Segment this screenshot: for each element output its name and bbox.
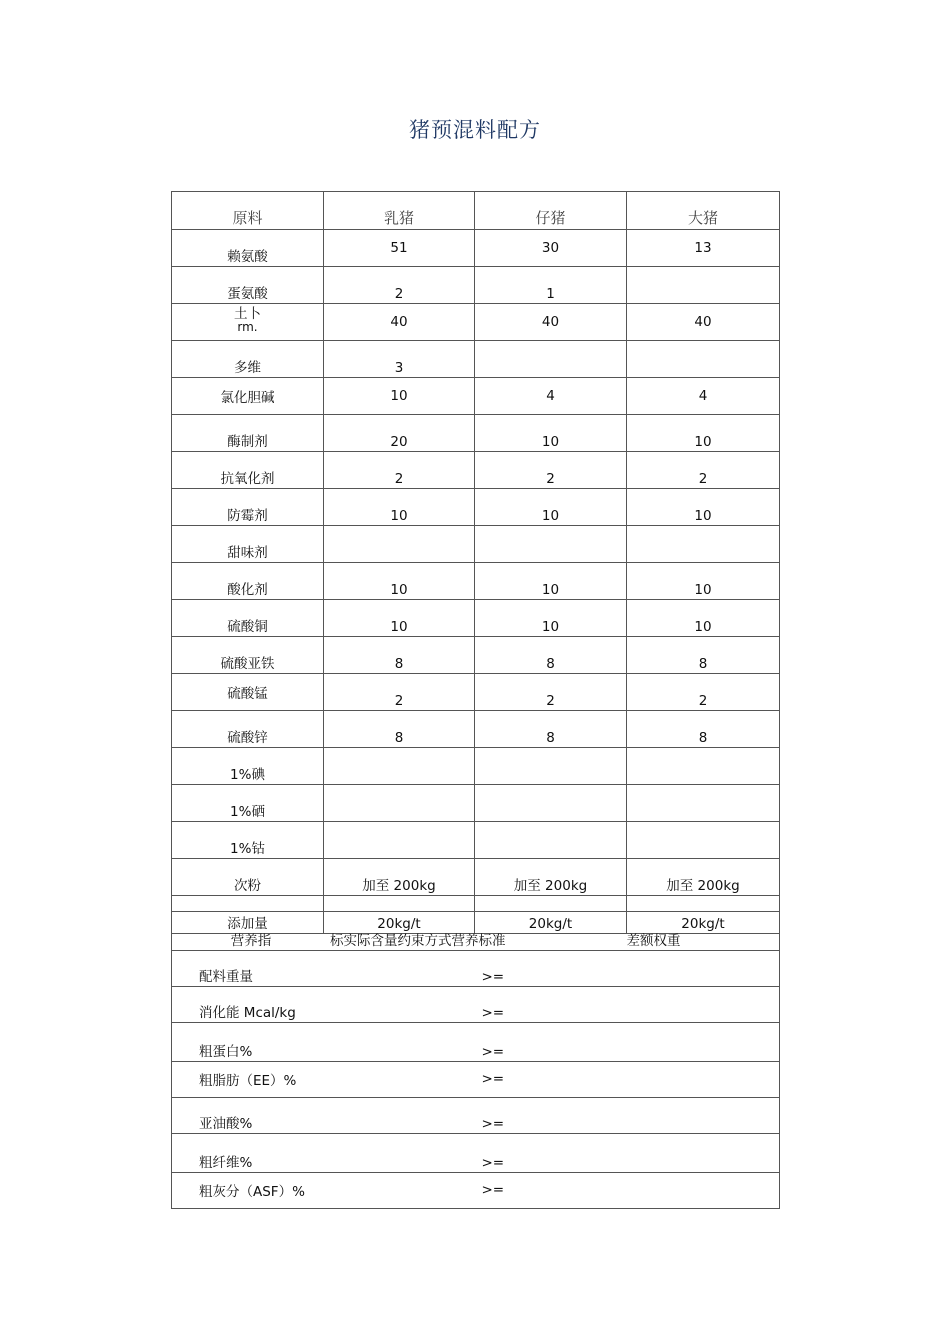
- ingredient-name: 1%碘: [172, 748, 324, 785]
- nutrition-header-columns: 标实际含量约束方式营养标准: [330, 933, 506, 949]
- value-cell: [324, 785, 475, 822]
- value-cell: 8: [324, 711, 475, 748]
- value-cell: [627, 526, 780, 563]
- value-cell: 40: [324, 304, 475, 341]
- value-cell: 4: [627, 378, 780, 415]
- nutrition-constraint: >=: [482, 1098, 627, 1134]
- table-row: [172, 859, 780, 896]
- value-cell: [475, 526, 627, 563]
- header-piglet: 仔猪: [475, 192, 627, 230]
- value-cell: 40: [627, 304, 780, 341]
- nutrition-name: 粗纤维%: [172, 1134, 482, 1173]
- value-cell: 20: [324, 415, 475, 452]
- nutrition-weight: [627, 1173, 780, 1209]
- nutrition-constraint: >=: [482, 987, 627, 1023]
- value-cell: 10: [475, 489, 627, 526]
- nutrition-name: 亚油酸%: [172, 1098, 482, 1134]
- nutrition-row: [172, 1062, 780, 1098]
- value-cell: 10: [324, 378, 475, 415]
- table-row: [172, 563, 780, 600]
- table-row: [172, 452, 780, 489]
- nutrition-name: 粗蛋白%: [172, 1023, 482, 1062]
- nutrition-header-row: [172, 912, 780, 951]
- value-cell: [475, 785, 627, 822]
- value-cell: 2: [475, 674, 627, 711]
- ingredient-name: 甜味剂: [172, 526, 324, 563]
- value-cell: 2: [324, 674, 475, 711]
- value-cell: 1: [475, 267, 627, 304]
- table-row: [172, 711, 780, 748]
- nutrition-header-cell: [172, 912, 627, 951]
- value-cell: 8: [475, 637, 627, 674]
- ingredient-name: 氯化胆碱: [172, 378, 324, 415]
- table-row: [172, 600, 780, 637]
- value-cell: [475, 341, 627, 378]
- nutrition-constraint: >=: [482, 1134, 627, 1173]
- value-cell: 2: [627, 452, 780, 489]
- value-cell: 51: [324, 230, 475, 267]
- ingredient-name: 多维: [172, 341, 324, 378]
- value-cell: 10: [627, 415, 780, 452]
- value-cell: 20kg/t: [324, 896, 475, 934]
- value-cell: 2: [475, 452, 627, 489]
- ingredient-name: 1%钴: [172, 822, 324, 859]
- nutrition-constraint: >=: [482, 1173, 627, 1209]
- ingredient-name: 酸化剂: [172, 563, 324, 600]
- value-cell: [324, 822, 475, 859]
- value-cell: 10: [627, 489, 780, 526]
- value-cell: 30: [475, 230, 627, 267]
- nutrition-header-indicator: 营养指: [230, 933, 272, 949]
- ingredient-name: 酶制剂: [172, 415, 324, 452]
- nutrition-weight: [627, 1023, 780, 1062]
- table-row: [172, 378, 780, 415]
- nutrition-constraint: >=: [482, 951, 627, 987]
- ingredient-name: 硫酸铜: [172, 600, 324, 637]
- value-cell: 8: [475, 711, 627, 748]
- nutrition-row: [172, 1134, 780, 1173]
- value-cell: 3: [324, 341, 475, 378]
- table-row: [172, 748, 780, 785]
- value-cell: 40: [475, 304, 627, 341]
- nutrition-name: 粗灰分（ASF）%: [172, 1173, 482, 1209]
- ingredient-name-bottom: rm.: [237, 320, 258, 334]
- nutrition-weight: [627, 1062, 780, 1098]
- table-row: [172, 637, 780, 674]
- nutrition-weight: [627, 1134, 780, 1173]
- value-cell: 8: [627, 637, 780, 674]
- value-cell: [475, 822, 627, 859]
- value-cell: 10: [627, 563, 780, 600]
- nutrition-row: [172, 1098, 780, 1134]
- nutrition-row: [172, 1173, 780, 1209]
- value-cell: [627, 267, 780, 304]
- value-cell: [627, 822, 780, 859]
- value-cell: 8: [627, 711, 780, 748]
- value-cell: [475, 748, 627, 785]
- ingredient-name: 次粉: [172, 859, 324, 896]
- nutrition-weight: [627, 951, 780, 987]
- ingredient-name: 1%硒: [172, 785, 324, 822]
- value-cell: 10: [324, 600, 475, 637]
- value-cell: 2: [627, 674, 780, 711]
- value-cell: 10: [475, 600, 627, 637]
- table-row: [172, 415, 780, 452]
- value-cell: 10: [324, 489, 475, 526]
- table-row: [172, 489, 780, 526]
- nutrition-row: [172, 987, 780, 1023]
- table-row: [172, 304, 780, 341]
- value-cell: [324, 748, 475, 785]
- value-cell: 20kg/t: [627, 896, 780, 934]
- nutrition-name: 配料重量: [172, 951, 482, 987]
- value-cell: 10: [324, 563, 475, 600]
- ingredient-name-top: 土卜: [234, 306, 261, 322]
- table-row: [172, 785, 780, 822]
- value-cell: 加至 200kg: [324, 859, 475, 896]
- value-cell: [627, 785, 780, 822]
- nutrition-row: [172, 951, 780, 987]
- value-cell: 20kg/t: [475, 896, 627, 934]
- value-cell: 4: [475, 378, 627, 415]
- ingredient-name: 蛋氨酸: [172, 267, 324, 304]
- value-cell: 13: [627, 230, 780, 267]
- table-row: [172, 526, 780, 563]
- nutrition-weight: [627, 1098, 780, 1134]
- ingredient-name: 硫酸亚铁: [172, 637, 324, 674]
- table-row: [172, 822, 780, 859]
- nutrition-constraint: >=: [482, 1023, 627, 1062]
- table-row: [172, 230, 780, 267]
- value-cell: 8: [324, 637, 475, 674]
- nutrition-weight: [627, 987, 780, 1023]
- header-ingredient: 原料: [172, 192, 324, 230]
- value-cell: 加至 200kg: [475, 859, 627, 896]
- table-header-row: [172, 192, 780, 230]
- value-cell: 2: [324, 452, 475, 489]
- value-cell: [627, 341, 780, 378]
- table-row: [172, 267, 780, 304]
- ingredient-name: 防霉剂: [172, 489, 324, 526]
- page-title: 猪预混料配方: [409, 118, 541, 142]
- nutrition-constraint: >=: [482, 1062, 627, 1098]
- header-suckling-pig: 乳猪: [324, 192, 475, 230]
- ingredient-name: 抗氧化剂: [172, 452, 324, 489]
- value-cell: 2: [324, 267, 475, 304]
- ingredient-name: 硫酸锰: [172, 674, 324, 711]
- premix-formula-table: [171, 191, 780, 934]
- nutrition-name: 消化能 Mcal/kg: [172, 987, 482, 1023]
- value-cell: 10: [475, 415, 627, 452]
- value-cell: 10: [475, 563, 627, 600]
- ingredient-name: 硫酸锌: [172, 711, 324, 748]
- value-cell: [627, 748, 780, 785]
- nutrition-table: [171, 911, 780, 1209]
- value-cell: [324, 526, 475, 563]
- nutrition-name: 粗脂肪（EE）%: [172, 1062, 482, 1098]
- value-cell: 加至 200kg: [627, 859, 780, 896]
- ingredient-name: 赖氨酸: [172, 230, 324, 267]
- header-finishing-pig: 大猪: [627, 192, 780, 230]
- ingredient-name: [172, 304, 324, 341]
- table-row: [172, 341, 780, 378]
- nutrition-row: [172, 1023, 780, 1062]
- value-cell: 10: [627, 600, 780, 637]
- nutrition-header-weight: 差额权重: [627, 912, 780, 951]
- ingredient-name: 添加量: [172, 896, 324, 934]
- table-row: [172, 674, 780, 711]
